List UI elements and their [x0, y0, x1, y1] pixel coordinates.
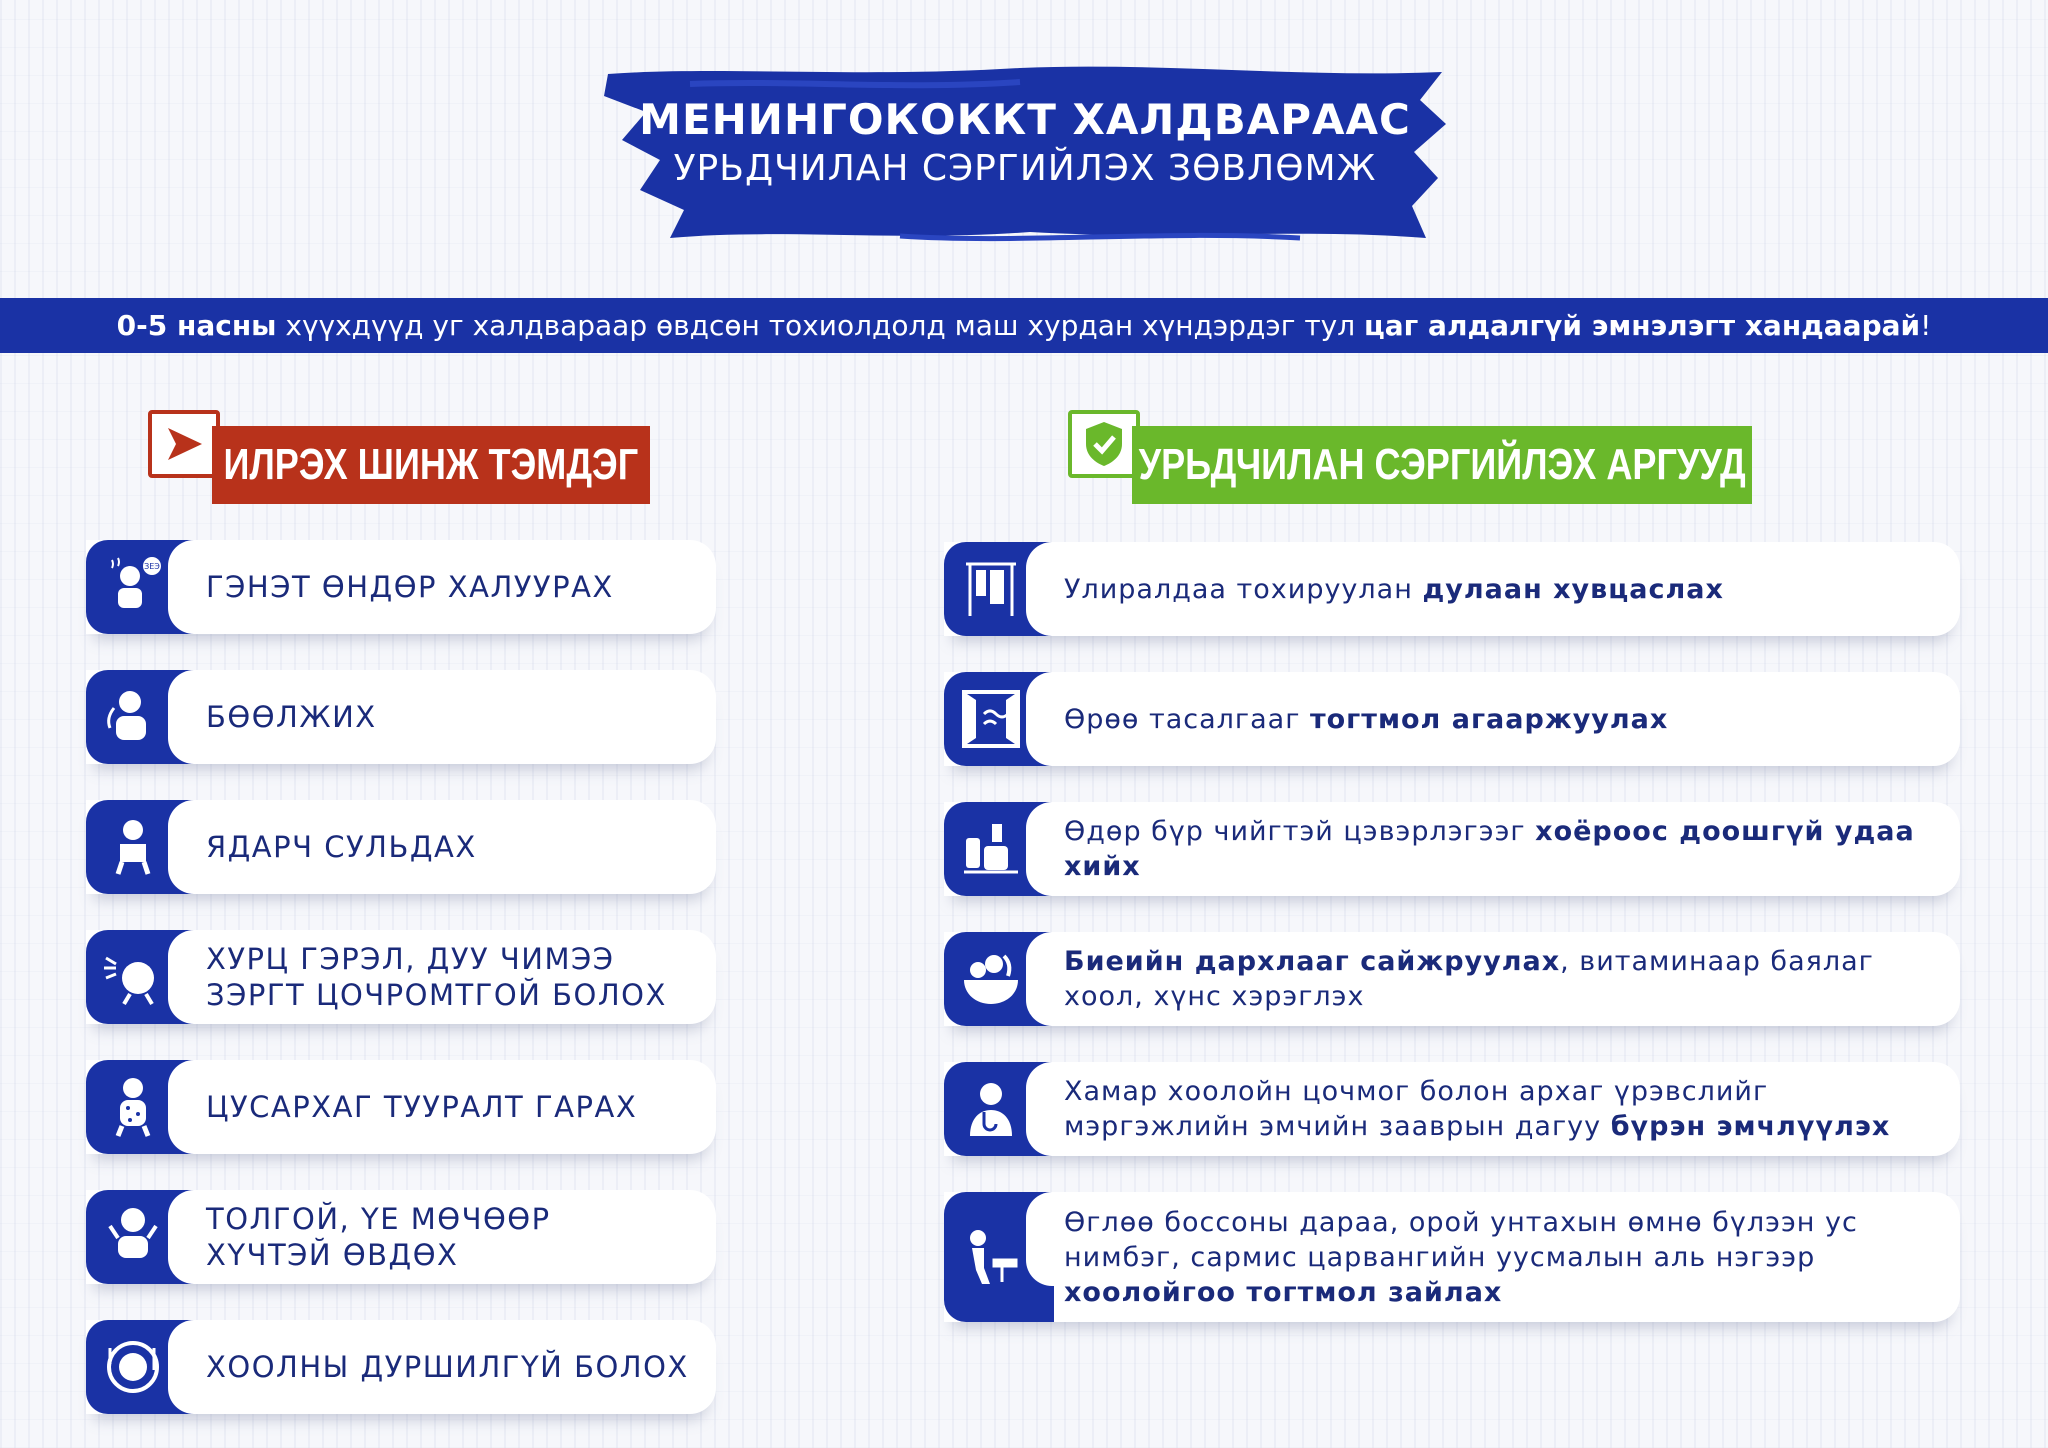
symptom-line-1: ТОЛГОЙ, ҮЕ МӨЧӨӨР: [206, 1202, 551, 1236]
symptoms-heading: ИЛРЭХ ШИНЖ ТЭМДЭГ: [212, 426, 650, 504]
banner-end: !: [1920, 309, 1932, 342]
window-ventilation-icon: [944, 672, 1054, 766]
symptom-item: [86, 1060, 716, 1154]
symptom-line-1: ЯДАРЧ СУЛЬДАХ: [206, 830, 477, 864]
shield-check-icon: [1068, 410, 1140, 478]
light-sensitive-icon: [86, 930, 196, 1024]
symptom-item: [86, 800, 716, 894]
healthy-food-bowl-icon: [944, 932, 1054, 1026]
headache-child-icon: [86, 1190, 196, 1284]
fever-badge: ЗЕЭ: [144, 562, 160, 571]
fever-child-icon: [86, 540, 196, 634]
symptom-item: [86, 540, 716, 634]
symptom-line-1: ХУРЦ ГЭРЭЛ, ДУУ ЧИМЭЭ: [206, 942, 615, 976]
warning-banner: [0, 298, 2048, 353]
doctor-icon: [944, 1062, 1054, 1156]
symptom-item: [86, 930, 716, 1024]
title-line-2: УРЬДЧИЛАН СЭРГИЙЛЭХ ЗӨВЛӨМЖ: [673, 148, 1377, 189]
symptom-line-2: ХҮЧТЭЙ ӨВДӨХ: [206, 1238, 459, 1272]
no-appetite-icon: [86, 1320, 196, 1414]
prevention-item: Өрөө тасалгааг тогтмол агааржуулах: [944, 672, 1960, 766]
clothes-rack-icon: [944, 542, 1054, 636]
prevention-item: Улиралдаа тохируулан дулаан хувцаслах: [944, 542, 1960, 636]
prevention-item: Хамар хоолойн цочмог болон архаг үрэвслийг мэргэжлийн эмчийн зааврын дагуу бүрэн эмчлүүлэх: [944, 1062, 1960, 1156]
banner-age: 0-5 насны: [116, 309, 277, 342]
prevention-item: Өглөө боссоны дараа, орой унтахын өмнө бүлээн ус нимбэг, сармис царвангийн уусмалын аль нэгээр хоолойгоо тогтмол зайлах: [944, 1192, 1960, 1322]
banner-emphasis: цаг алдалгүй эмнэлэгт хандаарай: [1364, 309, 1921, 342]
title-line-1: МЕНИНГОКОККТ ХАЛДВАРААС: [639, 95, 1411, 144]
symptom-item: [86, 1190, 716, 1284]
prevention-heading: УРЬДЧИЛАН СЭРГИЙЛЭХ АРГУУД: [1132, 426, 1752, 504]
gargling-icon: [944, 1192, 1054, 1322]
prevention-item: Биеийн дархлааг сайжруулах, витаминаар баялаг хоол, хүнс хэрэглэх: [944, 932, 1960, 1026]
weak-child-icon: [86, 800, 196, 894]
symptom-line-1: ЦУСАРХАГ ТУУРАЛТ ГАРАХ: [206, 1090, 638, 1124]
banner-text: хүүхдүүд уг халдвараар өвдсөн тохиолдолд маш хурдан хүндэрдэг тул: [276, 309, 1365, 342]
symptom-line-1: ГЭНЭТ ӨНДӨР ХАЛУУРАХ: [206, 570, 614, 604]
prevention-item: Өдөр бүр чийгтэй цэвэрлэгээг хоёроос доошгүй удаа хийх: [944, 802, 1960, 896]
rash-child-icon: [86, 1060, 196, 1154]
symptom-line-2: ЗЭРГТ ЦОЧРОМТГОЙ БОЛОХ: [206, 978, 667, 1012]
symptom-item: [86, 670, 716, 764]
symptom-line-1: ХООЛНЫ ДУРШИЛГҮЙ БОЛОХ: [206, 1350, 689, 1384]
vomiting-child-icon: [86, 670, 196, 764]
symptom-item: [86, 1320, 716, 1414]
cleaning-supplies-icon: [944, 802, 1054, 896]
symptom-line-1: БӨӨЛЖИХ: [206, 700, 377, 734]
play-icon: [148, 410, 220, 478]
page-title: [600, 95, 1450, 189]
